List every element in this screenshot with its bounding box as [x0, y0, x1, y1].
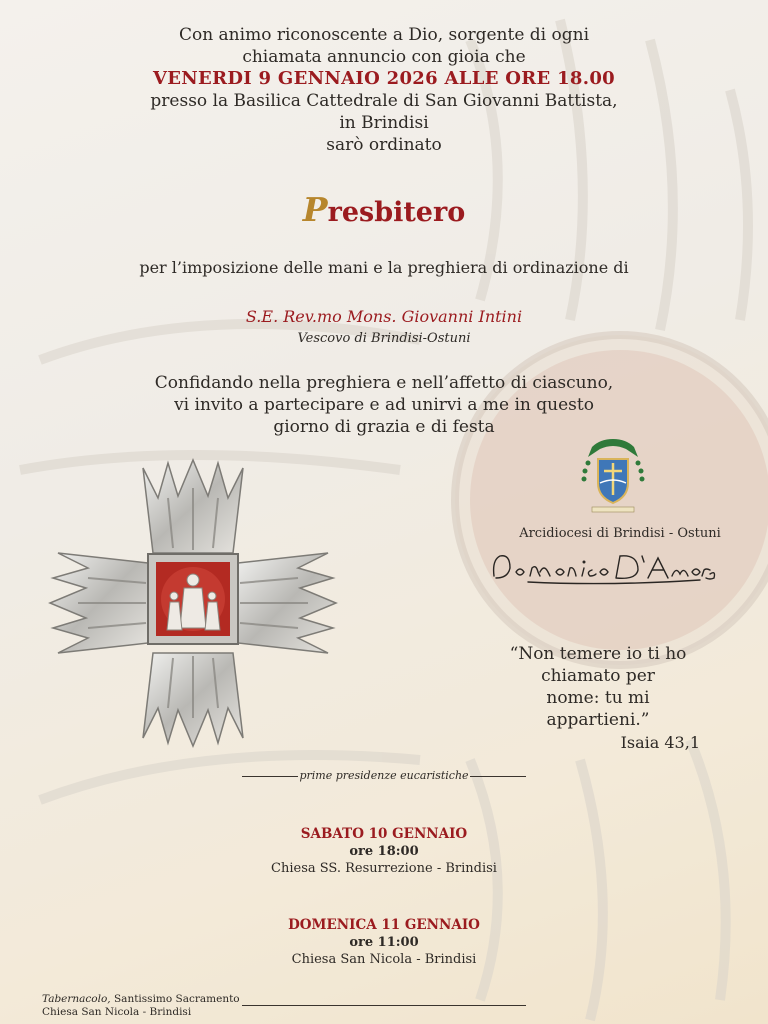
intro-line-1: Con animo riconoscente a Dio, sorgente di ogni [178, 25, 590, 45]
event-day: SABATO 10 GENNAIO [300, 826, 468, 842]
scripture-quote [494, 643, 702, 731]
ordination-date: VENERDI 9 GENNAIO 2026 ALLE ORE 18.00 [153, 68, 615, 89]
quote-line-1: “Non temere io ti ho [509, 644, 687, 664]
image-caption [42, 993, 240, 1019]
imposition-text: per l’imposizione delle mani e la preghiera di ordinazione di [139, 258, 629, 277]
invitation-line-3: giorno di grazia e di festa [273, 417, 495, 437]
caption-rest: Santissimo Sacramento [110, 993, 240, 1005]
footer-divider [242, 1005, 526, 1006]
ordination-title-rest: resbitero [327, 197, 466, 228]
intro-line-5: in Brindisi [339, 113, 429, 133]
invitation-text [0, 372, 768, 438]
invitation-line-1: Confidando nella preghiera e nell’affetto di ciascuno, [154, 373, 614, 393]
intro-text [0, 24, 768, 156]
invitation-line-2: vi invito a partecipare e ad unirvi a me in questo [174, 395, 594, 415]
ordination-title [0, 190, 768, 229]
divider-right [470, 776, 526, 777]
section-label: prime presidenze eucaristiche [299, 769, 469, 782]
event-saturday [0, 826, 768, 877]
caption-line-2: Chiesa San Nicola - Brindisi [42, 1006, 192, 1018]
bishop-title: Vescovo di Brindisi-Ostuni [297, 331, 471, 346]
quote-line-2: chiamato per [541, 666, 655, 686]
event-sunday [0, 917, 768, 968]
tabernacle-cross-image [48, 458, 338, 748]
intro-line-6: sarò ordinato [326, 135, 442, 155]
intro-line-2: chiamata annuncio con gioia che [242, 47, 526, 67]
quote-line-3: nome: tu mi appartieni.” [546, 688, 650, 730]
event-place: Chiesa SS. Resurrezione - Brindisi [271, 861, 497, 876]
caption-italic: Tabernacolo, [42, 993, 111, 1005]
event-day: DOMENICA 11 GENNAIO [288, 917, 480, 933]
archdiocese-name: Arcidiocesi di Brindisi - Ostuni [519, 526, 721, 541]
event-time: ore 11:00 [349, 935, 419, 950]
intro-line-4: presso la Basilica Cattedrale di San Giovanni Battista, [150, 91, 618, 111]
event-place: Chiesa San Nicola - Brindisi [291, 952, 477, 967]
ordination-title-initial: P [302, 190, 328, 229]
event-time: ore 18:00 [349, 844, 419, 859]
scripture-reference: Isaia 43,1 [620, 733, 700, 752]
archdiocese-coat-of-arms [580, 437, 646, 517]
handwritten-signature [488, 548, 718, 592]
bishop-name: S.E. Rev.mo Mons. Giovanni Intini [245, 307, 523, 326]
